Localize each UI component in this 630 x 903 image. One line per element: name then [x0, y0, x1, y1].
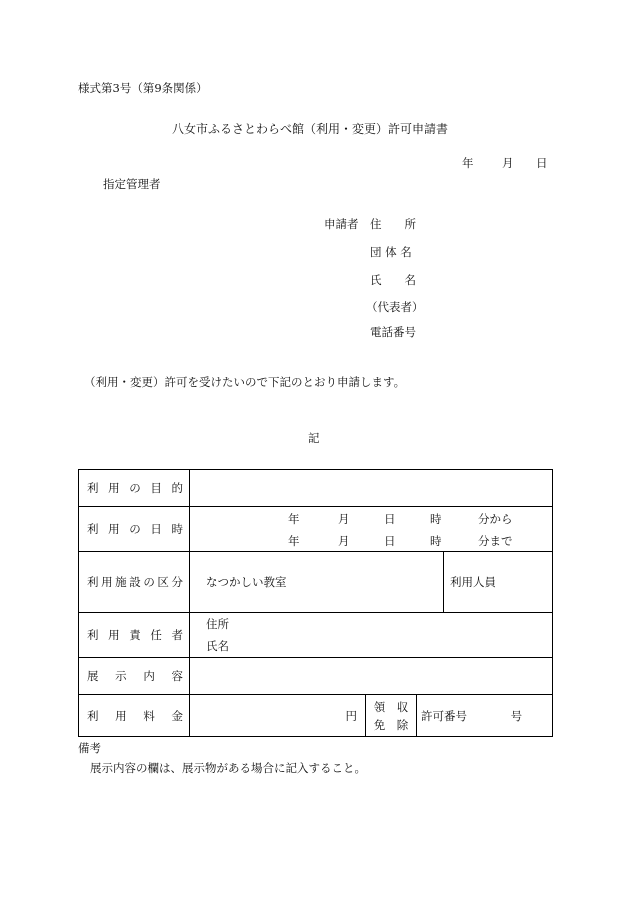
applicant-address-label: 住 所: [370, 217, 416, 231]
date-line: [440, 155, 550, 171]
users-cell[interactable]: [444, 552, 553, 613]
application-table: [78, 469, 553, 737]
applicant-label: 申請者: [324, 217, 359, 231]
form-number: 様式第3号（第9条関係）: [78, 81, 208, 95]
datetime-value-cell[interactable]: [190, 507, 553, 552]
manager-label-cell: [79, 613, 190, 658]
dt-from-month: 月: [338, 512, 350, 526]
facility-label: 利用施設の区分: [87, 575, 183, 589]
row-exhibit: [79, 658, 553, 695]
applicant-representative-label: （代表者）: [366, 300, 424, 314]
permit-no-label: 許可番号: [421, 708, 467, 723]
datetime-label: 利用の日時: [87, 522, 183, 536]
datetime-label-cell: [79, 507, 190, 552]
dt-to-year: 年: [288, 534, 300, 548]
permit-no-cell[interactable]: [417, 695, 553, 737]
purpose-label-cell: [79, 470, 190, 507]
facility-value-cell[interactable]: [190, 552, 444, 613]
manager-label: 利用責任者: [87, 628, 183, 642]
date-day: 日: [536, 156, 548, 170]
users-label: 利用人員: [450, 575, 496, 589]
fee-label: 利用料金: [87, 708, 183, 723]
row-purpose: [79, 470, 553, 507]
receipt-label: 領 収: [373, 699, 409, 714]
exhibit-value-cell[interactable]: [190, 658, 553, 695]
dt-to-month: 月: [338, 534, 350, 548]
manager-value-cell[interactable]: [190, 613, 553, 658]
dt-to-minute: 分まで: [478, 534, 513, 548]
applicant-phone-label: 電話番号: [370, 325, 416, 339]
manager-name-label: 氏名: [206, 639, 229, 653]
facility-label-cell: [79, 552, 190, 613]
exhibit-label: 展示内容: [87, 669, 183, 683]
fee-value-cell[interactable]: [190, 695, 366, 737]
fee-unit: 円: [345, 708, 357, 723]
datetime-to-line: [190, 529, 552, 551]
dt-to-day: 日: [384, 534, 396, 548]
permit-no-unit: 号: [510, 708, 523, 723]
datetime-from-line: [190, 507, 552, 529]
exempt-label: 免 除: [373, 717, 409, 732]
manager-address-label: 住所: [206, 617, 229, 631]
facility-value: なつかしい教室: [206, 575, 287, 589]
dt-from-minute: 分から: [478, 512, 513, 526]
purpose-label: 利用の目的: [87, 481, 183, 495]
row-facility: [79, 552, 553, 613]
fee-label-cell: [79, 695, 190, 737]
row-datetime: [79, 507, 553, 552]
dt-from-year: 年: [288, 512, 300, 526]
dt-from-hour: 時: [430, 512, 442, 526]
applicant-group-label: 団 体 名: [370, 245, 412, 259]
request-statement: （利用・変更）許可を受けたいので下記のとおり申請します。: [84, 375, 406, 389]
dt-from-day: 日: [384, 512, 396, 526]
form-title: 八女市ふるさとわらべ館（利用・変更）許可申請書: [172, 122, 449, 136]
date-month: 月: [502, 156, 514, 170]
ki-heading: 記: [308, 431, 320, 445]
addressee: 指定管理者: [103, 177, 161, 191]
row-fee: [79, 695, 553, 737]
row-manager: [79, 613, 553, 658]
applicant-name-label: 氏 名: [370, 273, 416, 287]
date-year: 年: [462, 156, 474, 170]
dt-to-hour: 時: [430, 534, 442, 548]
notes-text: 展示内容の欄は、展示物がある場合に記入すること。: [90, 761, 366, 775]
purpose-value-cell[interactable]: [190, 470, 553, 507]
receipt-exempt-cell[interactable]: [366, 695, 417, 737]
notes-heading: 備考: [78, 741, 101, 755]
exhibit-label-cell: [79, 658, 190, 695]
